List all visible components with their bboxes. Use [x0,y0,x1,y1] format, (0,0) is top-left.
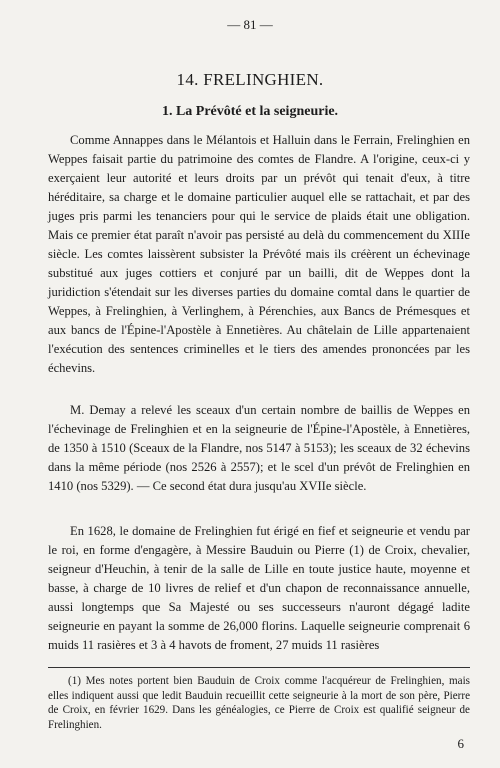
paragraph-2: M. Demay a relevé les sceaux d'un certain nombre de baillis de Weppes en l'échevinage de Frelinghien et en la seigneurie de l'Épine-l'Apostèle, à Ennetières, de 1350 à 1510 (Sceaux de la Flandre, nos 5147 à 5153); les sceaux de 32 échevins dans la même période (nos 2526 à 2557); et le scel d'un prévôt de Frelinghien en 1410 (nos 5329). — Ce second état dura jusqu'au XVIIe siècle. [48,403,470,493]
paragraph-1: Comme Annappes dans le Mélantois et Halluin dans le Ferrain, Frelinghien en Weppes faisait partie du patrimoine des comtes de Flandre. A l'origine, ceux-ci y exerçaient leur autorité et leurs droits par un prévôt qui tenait d'eux, à titre héréditaire, sa charge et le domaine particulier auquel elle se rattachait, et par des juges pris parmi les tenanciers pour qui le service de plaids était une obligation. Mais ce premier état paraît n'avoir pas persisté au delà du commencement du XIIIe siècle. Les comtes laissèrent subsister la Prévôté mais ils créèrent un échevinage substitué aux juges cottiers et conjuré par un bailli, dit de Weppes dont la juridiction s'étendait sur les diverses parties du domaine comtal dans le quartier de Weppes, à Frelinghien, à Verlinghem, à Pérenchies, aux Bancs de Prémesques et aux bancs de l'Épine-l'Apostèle à Ennetières. Au châtelain de Lille appartenaient l'exécution des sentences criminelles et le tiers des amendes prononcées par les échevins. [48,133,470,375]
paragraph-3: En 1628, le domaine de Frelinghien fut érigé en fief et seigneurie et vendu par le roi, en forme d'engagère, à Messire Bauduin ou Pierre (1) de Croix, chevalier, seigneur d'Heuchin, à tenir de la salle de Lille en toute justice haute, moyenne et basse, à charge de 10 livres de relief et d'un chapon de reconnaissance annuelle, aussi longtemps que Sa Majesté ou ses successeurs n'auront dégagé ladite seigneurie en payant la somme de 26,000 florins. Laquelle seigneurie comprenait 6 muids 11 rasières et 3 à 4 havots de froment, 27 muids 11 rasières [48,524,470,652]
paragraph-3-block [48,522,470,655]
paragraph-1-block [48,131,470,378]
paragraph-2-block [48,401,470,496]
signature-mark: 6 [457,736,464,751]
footnote: (1) Mes notes portent bien Bauduin de Croix comme l'acquéreur de Frelinghien, mais elles indiquent aussi que ledit Bauduin recueillit cette seigneurie à la mort de son père, Pierre de Croix, en février 1629. Dans les généalogies, ce Pierre de Croix est qualifié seigneur de Frelinghien. [48,675,470,731]
section-title: 1. La Prévôté et la seigneurie. [161,104,339,119]
footnote-divider [48,667,470,668]
chapter-title: 14. FRELINGHIEN. [176,70,324,89]
footnote-block [48,674,470,732]
page-number: — 81 — [227,17,273,32]
